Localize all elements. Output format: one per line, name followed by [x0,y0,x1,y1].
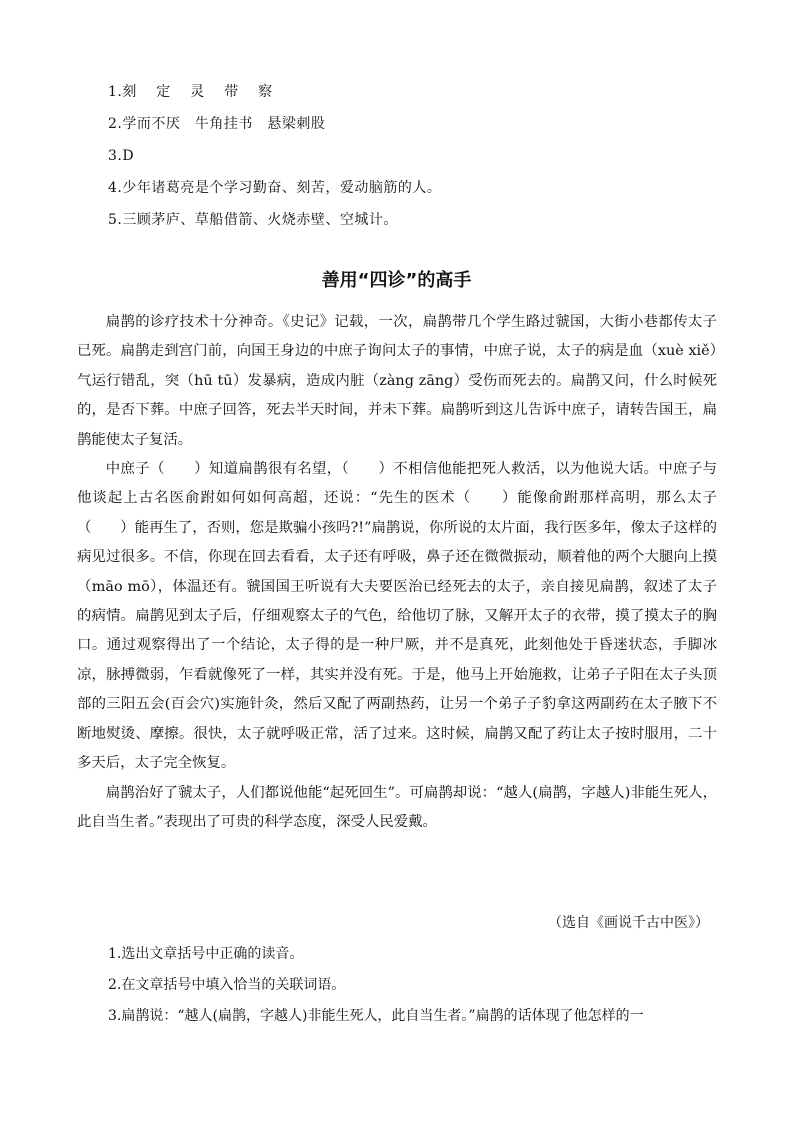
answer-list [108,80,708,240]
question-item-3: 3.扁鹊说：“越人(扁鹊，字越人)非能生死人，此自当生者。”扁鹊的话体现了他怎样的一 [108,1008,644,1024]
article-paragraph-3: 扁鹊治好了虢太子，人们都说他能“起死回生”。可扁鹊却说：“越人(扁鹊，字越人)非能生死人，此自当生者。”表现出了可贵的科学态度，深受人民爱戴。 [77,784,717,830]
article-title: 善用“四诊”的高手 [321,270,472,291]
answer-item-2: 2.学而不厌 牛角挂书 悬梁刺股 [108,116,326,132]
article-body [77,308,717,837]
answer-item-3: 3.D [108,148,135,164]
answer-item-1: 1.刻 定 灵 带 察 [108,84,273,100]
answer-item-4: 4.少年诸葛亮是个学习勤奋、刻苦，爱动脑筋的人。 [108,180,442,196]
answer-item-5: 5.三顾茅庐、草船借箭、火烧赤壁、空城计。 [108,212,398,228]
article-paragraph-2: 中庶子（ ）知道扁鹊很有名望，（ ）不相信他能把死人救活，以为他说大话。中庶子与他谈起上古名医俞跗如何如何高超，还说：“先生的医术（ ）能像俞跗那样高明，那么太子（ ）能再生了，否则，您是欺骗小孩吗?!”扁鹊说，你所说的太片面，我行医多年，像太子这样的病见过很多。不信，你现在回去看看，太子还有呼吸，鼻子还在微微振动，顺着他的两个大腿向上摸（māo mō），体温还有。虢国国王听说有大夫要医治已经死去的太子，亲自接见扁鹊，叙述了太子的病情。扁鹊见到太子后，仔细观察太子的气色，给他切了脉，又解开太子的衣带，摸了摸太子的胸口。通过观察得出了一个结论，太子得的是一种尸厥，并不是真死，此刻他处于昏迷状态，手脚冰凉，脉搏微弱，乍看就像死了一样，其实并没有死。于是，他马上开始施救，让弟子子阳在太子头顶部的三阳五会(百会穴)实施针灸，然后又配了两副热药，让另一个弟子子豹拿这两副药在太子腋下不断地熨烫、摩擦。很快，太子就呼吸正常，活了过来。这时候，扁鹊又配了药让太子按时服用，二十多天后，太子完全恢复。 [77,461,717,772]
article-paragraph-1: 扁鹊的诊疗技术十分神奇。《史记》记载，一次，扁鹊带几个学生路过虢国，大街小巷都传太子已死。扁鹊走到宫门前，向国王身边的中庶子询问太子的事情，中庶子说，太子的病是血（xuè xiě）气运行错乱，突（hū tū）发暴病，造成内脏（zàng zāng）受伤而死去的。扁鹊又问，什么时候死的，是否下葬。中庶子回答，死去半天时间，并未下葬。扁鹊听到这儿告诉中庶子，请转告国王，扁鹊能使太子复活。 [77,314,717,448]
article-source: （选自《画说千古中医》） [548,915,709,931]
question-item-2: 2.在文章括号中填入恰当的关联词语。 [108,977,346,993]
question-list [108,942,718,1035]
question-item-1: 1.选出文章括号中正确的读音。 [108,946,304,962]
